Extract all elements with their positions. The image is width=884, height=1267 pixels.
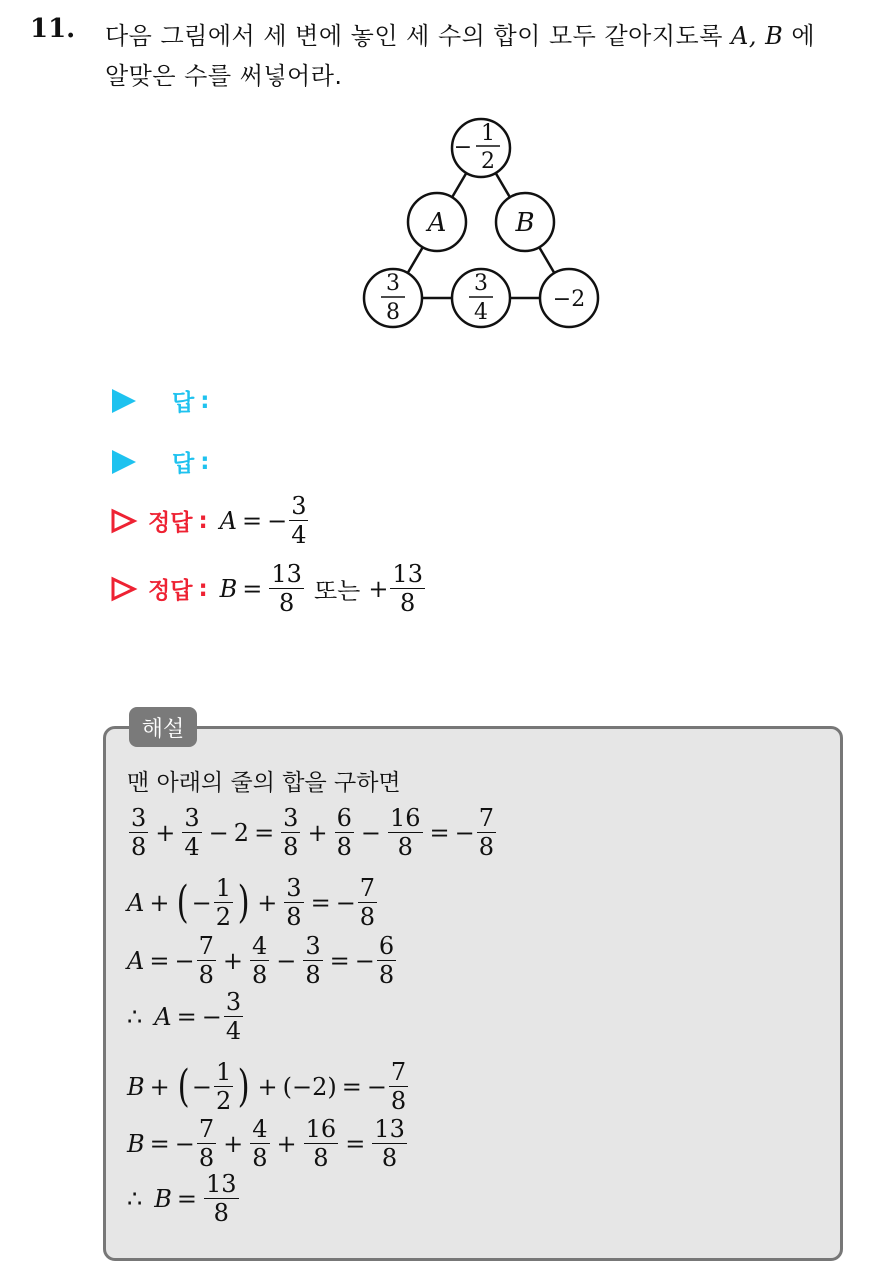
question-line-2: 알맞은 수를 써넣어라.: [105, 62, 343, 90]
question-line-1: 다음 그림에서 세 변에 놓인 세 수의 합이 모두 같아지도록 A, B 에: [105, 22, 816, 50]
triangle-diagram: [360, 112, 604, 334]
svg-text:A: A: [427, 208, 447, 238]
correct-answer-a: 정답 : A = − $\frac{3}{4}$: [110, 494, 310, 547]
svg-text:8: 8: [386, 300, 400, 325]
svg-text:−: −: [453, 135, 473, 160]
svg-text:1: 1: [481, 121, 495, 146]
solution-line-2: A + ( − $\frac{1}{2}$ ) + $\frac{3}{8}$ = − $\frac{7}{8}$: [127, 874, 376, 931]
play-triangle-icon: [112, 389, 136, 413]
outline-triangle-icon: [110, 576, 138, 602]
fraction: $\frac{13}{8}$: [392, 560, 423, 617]
fraction: $\frac{3}{4}$: [291, 492, 307, 549]
outline-triangle-icon: [110, 508, 138, 534]
svg-text:2: 2: [481, 149, 495, 174]
solution-tag: 해설: [129, 707, 197, 747]
play-triangle-icon: [112, 450, 136, 474]
question-number: 11.: [30, 14, 76, 44]
correct-answer-b: 정답 : B = $\frac{13}{8}$ 또는 + $\frac{13}{8}$: [110, 562, 427, 615]
solution-intro: 맨 아래의 줄의 합을 구하면: [127, 770, 401, 796]
svg-text:3: 3: [386, 271, 400, 296]
svg-text:B: B: [515, 208, 535, 238]
solution-line-5: B + ( − $\frac{1}{2}$ ) + (−2) = − $\frac{7}{8}$: [127, 1058, 407, 1115]
svg-text:3: 3: [474, 271, 488, 296]
solution-line-1: $\frac{3}{8}$ + $\frac{3}{4}$ − 2 = $\frac{3}{8}$ + $\frac{6}{8}$ − $\frac{16}{8}$ = − $\frac{7}{8}$: [131, 804, 494, 861]
answer-blank-1[interactable]: 답 :: [112, 384, 209, 417]
answer-blank-2[interactable]: 답 :: [112, 445, 209, 478]
question-vars: A, B: [731, 22, 784, 50]
solution-line-7: ∴ B = $\frac{13}{8}$: [127, 1170, 237, 1227]
fraction: $\frac{13}{8}$: [271, 560, 302, 617]
svg-text:−2: −2: [552, 287, 586, 312]
solution-line-3: A = − $\frac{7}{8}$ + $\frac{4}{8}$ − $\frac{3}{8}$ = − $\frac{6}{8}$: [127, 932, 395, 989]
solution-line-6: B = − $\frac{7}{8}$ + $\frac{4}{8}$ + $\frac{16}{8}$ = $\frac{13}{8}$: [127, 1115, 405, 1172]
svg-text:4: 4: [474, 300, 488, 325]
solution-line-4: ∴ A = − $\frac{3}{4}$: [127, 988, 242, 1045]
